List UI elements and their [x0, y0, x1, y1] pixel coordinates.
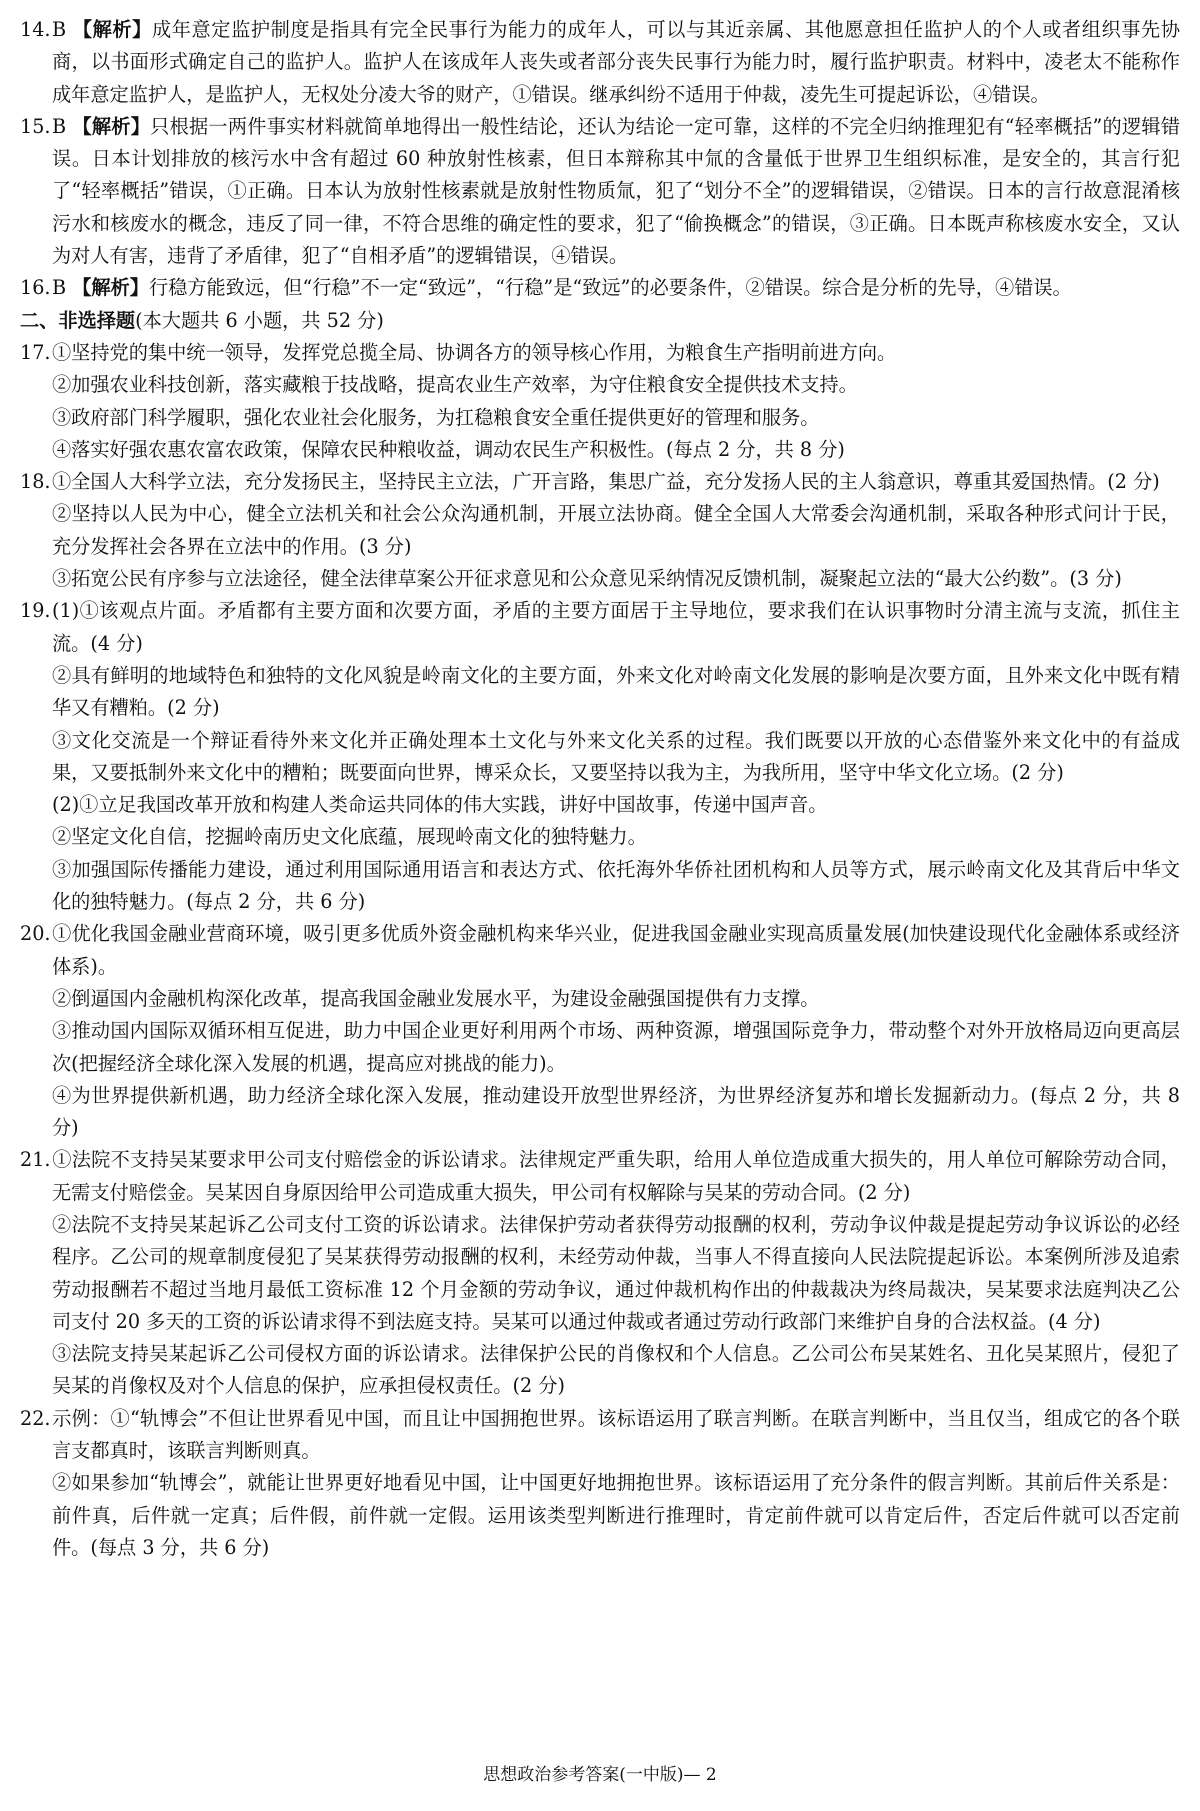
answer-q20 [20, 918, 1180, 1144]
section-note: (本大题共 6 小题，共 52 分) [135, 308, 384, 332]
section-heading [20, 305, 1180, 337]
answer-point: ②具有鲜明的地域特色和独特的文化风貌是岭南文化的主要方面，外来文化对岭南文化发展的影响是次要方面，且外来文化中既有精华又有糟粕。(2 分) [52, 663, 1180, 720]
analysis-text: 只根据一两件事实材料就简单地得出一般性结论，还认为结论一定可靠，这样的不完全归纳推理犯有“轻率概括”的逻辑错误。日本计划排放的核污水中含有超过 60 种放射性核素，但日本辩称其中氚的含量低于世界卫生组织标准，是安全的，其言行犯了“轻率概括”错误，①正确。日本认为放射性核素就是放射性物质氚，犯了“划分不全”的逻辑错误，②错误。日本的言行故意混淆核污水和核废水的概念，违反了同一律，不符合思维的确定性的要求，犯了“偷换概念”的错误，③正确。日本既声称核废水安全，又认为对人有害，违背了矛盾律，犯了“自相矛盾”的逻辑错误，④错误。 [52, 114, 1181, 268]
answer-choice: B [52, 18, 67, 41]
answer-q19 [20, 595, 1180, 918]
answer-q14 [20, 14, 1180, 111]
question-number: 22. [20, 1406, 51, 1430]
answer-point: ④落实好强农惠农富农政策，保障农民种粮收益，调动农民生产积极性。(每点 2 分，共 8 分) [52, 437, 845, 461]
answer-point: ②倒逼国内金融机构深化改革，提高我国金融业发展水平，为建设金融强国提供有力支撑。 [52, 986, 820, 1010]
question-number: 18. [20, 470, 51, 494]
analysis-tag: 【解析】 [72, 114, 151, 138]
answer-choice: B [52, 276, 67, 300]
answer-document [20, 14, 1180, 1564]
answer-point: ③推动国内国际双循环相互促进，助力中国企业更好利用两个市场、两种资源，增强国际竞争力，带动整个对外开放格局迈向更高层次(把握经济全球化深入发展的机遇，提高应对挑战的能力)。 [52, 1019, 1180, 1075]
answer-point: ③拓宽公民有序参与立法途径，健全法律草案公开征求意见和公众意见采纳情况反馈机制，凝聚起立法的“最大公约数”。(3 分) [52, 567, 1122, 591]
question-number: 16. [20, 276, 51, 300]
answer-point: ②加强农业科技创新，落实藏粮于技战略，提高农业生产效率，为守住粮食安全提供技术支持。 [52, 373, 858, 397]
answer-point: ④为世界提供新机遇，助力经济全球化深入发展，推动建设开放型世界经济，为世界经济复苏和增长发掘新动力。(每点 2 分，共 8 分) [52, 1083, 1180, 1140]
answer-point: ③文化交流是一个辩证看待外来文化并正确处理本土文化与外来文化关系的过程。我们既要以开放的心态借鉴外来文化中的有益成果，又要抵制外来文化中的糟粕；既要面向世界，博采众长，又要坚持以我为主，为我所用，坚守中华文化立场。(2 分) [52, 728, 1180, 784]
answer-q16 [20, 272, 1180, 304]
answer-point: ②如果参加“轨博会”，就能让世界更好地看见中国，让中国更好地拥抱世界。该标语运用了充分条件的假言判断。其前后件关系是：前件真，后件就一定真；后件假，前件就一定假。运用该类型判断进行推理时，肯定前件就可以肯定后件，否定后件就可以否定前件。(每点 3 分，共 6 分) [52, 1471, 1180, 1559]
answer-point: ③法院支持吴某起诉乙公司侵权方面的诉讼请求。法律保护公民的肖像权和个人信息。乙公司公布吴某姓名、丑化吴某照片，侵犯了吴某的肖像权及对个人信息的保护，应承担侵权责任。(2 分) [52, 1342, 1180, 1398]
answer-point: ③政府部门科学履职，强化农业社会化服务，为扛稳粮食安全重任提供更好的管理和服务。 [52, 405, 820, 429]
answer-point: ②坚定文化自信，挖掘岭南历史文化底蕴，展现岭南文化的独特魅力。 [52, 825, 647, 849]
question-number: 19. [20, 599, 51, 623]
question-number: 21. [20, 1148, 51, 1172]
section-title: 二、非选择题 [20, 308, 136, 332]
answer-point: ③加强国际传播能力建设，通过利用国际通用语言和表达方式、依托海外华侨社团机构和人员等方式，展示岭南文化及其背后中华文化的独特魅力。(每点 2 分，共 6 分) [52, 857, 1180, 914]
answer-q15 [20, 111, 1180, 272]
question-number: 17. [20, 340, 51, 364]
answer-point: ②坚持以人民为中心，健全立法机关和社会公众沟通机制，开展立法协商。健全全国人大常委会沟通机制，采取各种形式问计于民，充分发挥社会各界在立法中的作用。(3 分) [52, 502, 1180, 558]
question-number: 15. [20, 114, 51, 138]
answer-point: ①优化我国金融业营商环境，吸引更多优质外资金融机构来华兴业，促进我国金融业实现高质量发展(加快建设现代化金融体系或经济体系)。 [52, 922, 1180, 978]
answer-choice: B [52, 114, 67, 138]
answer-point: ①法院不支持吴某要求甲公司支付赔偿金的诉讼请求。法律规定严重失职，给用人单位造成重大损失的，用人单位可解除劳动合同，无需支付赔偿金。吴某因自身原因给甲公司造成重大损失，甲公司有权解除与吴某的劳动合同。(2 分) [52, 1148, 1180, 1204]
answer-point: ①坚持党的集中统一领导，发挥党总揽全局、协调各方的领导核心作用，为粮食生产指明前进方向。 [52, 340, 897, 364]
answer-point: (1)①该观点片面。矛盾都有主要方面和次要方面，矛盾的主要方面居于主导地位，要求我们在认识事物时分清主流与支流，抓住主流。(4 分) [52, 599, 1180, 655]
answer-q22 [20, 1403, 1180, 1564]
answer-point: ①全国人大科学立法，充分发扬民主，坚持民主立法，广开言路，集思广益，充分发扬人民的主人翁意识，尊重其爱国热情。(2 分) [52, 470, 1160, 494]
answer-point: ②法院不支持吴某起诉乙公司支付工资的诉讼请求。法律保护劳动者获得劳动报酬的权利，劳动争议仲裁是提起劳动争议诉讼的必经程序。乙公司的规章制度侵犯了吴某获得劳动报酬的权利，未经劳动仲裁，当事人不得直接向人民法院提起诉讼。本案例所涉及追索劳动报酬若不超过当地月最低工资标准 12 个月金额的劳动争议，通过仲裁机构作出的仲裁裁决为终局裁决，吴某要求法庭判决乙公司支付 20 多天的工资的诉讼请求得不到法庭支持。吴某可以通过仲裁或者通过劳动行政部门来维护自身的合法权益。(4 分) [52, 1212, 1180, 1333]
answer-q17 [20, 337, 1180, 466]
question-number: 20. [20, 922, 51, 946]
question-number: 14. [20, 18, 51, 41]
page-footer: 思想政治参考答案(一中版)— 2 [483, 1765, 717, 1785]
analysis-tag: 【解析】 [72, 276, 149, 300]
answer-q18 [20, 466, 1180, 595]
answer-q21 [20, 1144, 1180, 1402]
answer-point: (2)①立足我国改革开放和构建人类命运共同体的伟大实践，讲好中国故事，传递中国声音。 [52, 793, 828, 817]
answer-point: 示例：①“轨博会”不但让世界看见中国，而且让中国拥抱世界。该标语运用了联言判断。在联言判断中，当且仅当，组成它的各个联言支都真时，该联言判断则真。 [52, 1406, 1180, 1463]
analysis-tag: 【解析】 [72, 18, 152, 41]
analysis-text: 行稳方能致远，但“行稳”不一定“致远”，“行稳”是“致远”的必要条件，②错误。综合是分析的先导，④错误。 [148, 276, 1072, 300]
analysis-text: 成年意定监护制度是指具有完全民事行为能力的成年人，可以与其近亲属、其他愿意担任监护人的个人或者组织事先协商，以书面形式确定自己的监护人。监护人在该成年人丧失或者部分丧失民事行为能力时，履行监护职责。材料中，凌老太不能称作成年意定监护人，是监护人，无权处分凌大爷的财产，①错误。继承纠纷不适用于仲裁，凌先生可提起诉讼，④错误。 [52, 18, 1181, 106]
